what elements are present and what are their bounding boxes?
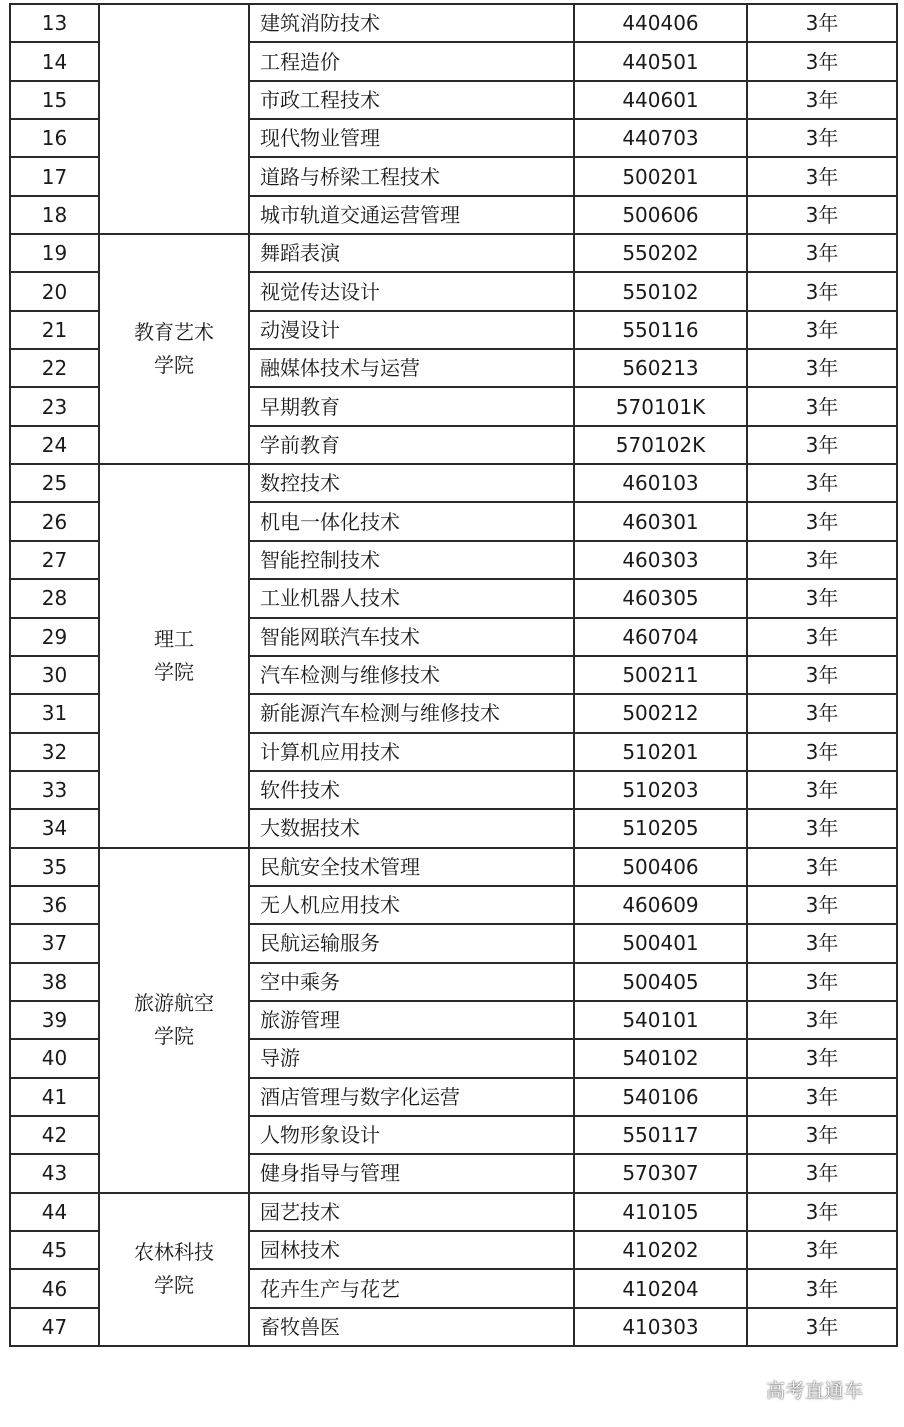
major-code: 540101 (574, 1001, 747, 1039)
major-name: 早期教育 (249, 387, 574, 425)
row-number: 38 (10, 963, 99, 1001)
watermark: 高考直通车 (766, 1380, 864, 1402)
college-cell (99, 234, 249, 464)
college-name-line: 学院 (154, 659, 194, 684)
major-code: 510201 (574, 733, 747, 771)
study-duration: 3年 (747, 196, 897, 234)
major-name: 动漫设计 (249, 311, 574, 349)
study-duration: 3年 (747, 272, 897, 310)
major-code: 410204 (574, 1269, 747, 1307)
study-duration: 3年 (747, 234, 897, 272)
study-duration: 3年 (747, 963, 897, 1001)
major-name: 舞蹈表演 (249, 234, 574, 272)
major-code: 570101K (574, 387, 747, 425)
major-code: 460103 (574, 464, 747, 502)
study-duration: 3年 (747, 119, 897, 157)
major-name: 人物形象设计 (249, 1116, 574, 1154)
college-cell (99, 848, 249, 1193)
major-name: 畜牧兽医 (249, 1308, 574, 1346)
row-number: 18 (10, 196, 99, 234)
study-duration: 3年 (747, 502, 897, 540)
major-name: 学前教育 (249, 426, 574, 464)
study-duration: 3年 (747, 426, 897, 464)
college-name-line: 学院 (154, 353, 194, 378)
row-number: 19 (10, 234, 99, 272)
major-name: 酒店管理与数字化运营 (249, 1078, 574, 1116)
row-number: 21 (10, 311, 99, 349)
major-code: 550202 (574, 234, 747, 272)
study-duration: 3年 (747, 1193, 897, 1231)
major-name: 城市轨道交通运营管理 (249, 196, 574, 234)
row-number: 32 (10, 733, 99, 771)
study-duration: 3年 (747, 349, 897, 387)
study-duration: 3年 (747, 464, 897, 502)
major-code: 440601 (574, 81, 747, 119)
major-code: 410105 (574, 1193, 747, 1231)
row-number: 26 (10, 502, 99, 540)
study-duration: 3年 (747, 541, 897, 579)
major-code: 460704 (574, 618, 747, 656)
study-duration: 3年 (747, 1039, 897, 1077)
study-duration: 3年 (747, 1269, 897, 1307)
major-name: 工业机器人技术 (249, 579, 574, 617)
major-name: 大数据技术 (249, 809, 574, 847)
major-name: 建筑消防技术 (249, 4, 574, 42)
major-name: 机电一体化技术 (249, 502, 574, 540)
major-code: 460301 (574, 502, 747, 540)
major-name: 导游 (249, 1039, 574, 1077)
study-duration: 3年 (747, 1231, 897, 1269)
major-name: 现代物业管理 (249, 119, 574, 157)
row-number: 47 (10, 1308, 99, 1346)
row-number: 24 (10, 426, 99, 464)
study-duration: 3年 (747, 579, 897, 617)
study-duration: 3年 (747, 81, 897, 119)
major-code: 500212 (574, 694, 747, 732)
major-name: 市政工程技术 (249, 81, 574, 119)
row-number: 28 (10, 579, 99, 617)
study-duration: 3年 (747, 694, 897, 732)
major-code: 500401 (574, 924, 747, 962)
major-name: 智能网联汽车技术 (249, 618, 574, 656)
major-code: 500211 (574, 656, 747, 694)
major-name: 健身指导与管理 (249, 1154, 574, 1192)
college-name-line: 学院 (154, 1024, 194, 1049)
row-number: 22 (10, 349, 99, 387)
row-number: 39 (10, 1001, 99, 1039)
study-duration: 3年 (747, 1308, 897, 1346)
major-code: 510203 (574, 771, 747, 809)
row-number: 40 (10, 1039, 99, 1077)
study-duration: 3年 (747, 656, 897, 694)
table-row (10, 4, 897, 42)
major-name: 计算机应用技术 (249, 733, 574, 771)
major-name: 道路与桥梁工程技术 (249, 157, 574, 195)
major-code: 410202 (574, 1231, 747, 1269)
row-number: 13 (10, 4, 99, 42)
study-duration: 3年 (747, 1116, 897, 1154)
major-name: 民航安全技术管理 (249, 848, 574, 886)
study-duration: 3年 (747, 618, 897, 656)
study-duration: 3年 (747, 809, 897, 847)
major-name: 园艺技术 (249, 1193, 574, 1231)
major-code: 510205 (574, 809, 747, 847)
college-name-line: 农林科技 (134, 1240, 214, 1265)
row-number: 14 (10, 42, 99, 80)
major-code: 500405 (574, 963, 747, 1001)
row-number: 42 (10, 1116, 99, 1154)
major-code: 460305 (574, 579, 747, 617)
major-name: 新能源汽车检测与维修技术 (249, 694, 574, 732)
major-code: 440703 (574, 119, 747, 157)
college-name-line: 旅游航空 (134, 991, 214, 1016)
major-name: 汽车检测与维修技术 (249, 656, 574, 694)
major-code: 570307 (574, 1154, 747, 1192)
major-name: 旅游管理 (249, 1001, 574, 1039)
row-number: 31 (10, 694, 99, 732)
table-row (10, 464, 897, 502)
major-code: 550116 (574, 311, 747, 349)
row-number: 34 (10, 809, 99, 847)
row-number: 15 (10, 81, 99, 119)
study-duration: 3年 (747, 771, 897, 809)
major-code: 550102 (574, 272, 747, 310)
study-duration: 3年 (747, 733, 897, 771)
major-name: 智能控制技术 (249, 541, 574, 579)
major-name: 花卉生产与花艺 (249, 1269, 574, 1307)
study-duration: 3年 (747, 1078, 897, 1116)
row-number: 46 (10, 1269, 99, 1307)
major-name: 空中乘务 (249, 963, 574, 1001)
row-number: 37 (10, 924, 99, 962)
study-duration: 3年 (747, 924, 897, 962)
row-number: 17 (10, 157, 99, 195)
row-number: 36 (10, 886, 99, 924)
college-name-line: 理工 (154, 626, 194, 651)
row-number: 20 (10, 272, 99, 310)
major-code: 540106 (574, 1078, 747, 1116)
major-name: 园林技术 (249, 1231, 574, 1269)
major-name: 视觉传达设计 (249, 272, 574, 310)
major-code: 410303 (574, 1308, 747, 1346)
college-cell (99, 1193, 249, 1346)
row-number: 29 (10, 618, 99, 656)
table-row (10, 234, 897, 272)
row-number: 44 (10, 1193, 99, 1231)
study-duration: 3年 (747, 311, 897, 349)
major-code: 540102 (574, 1039, 747, 1077)
major-name: 工程造价 (249, 42, 574, 80)
major-name: 数控技术 (249, 464, 574, 502)
study-duration: 3年 (747, 1001, 897, 1039)
study-duration: 3年 (747, 387, 897, 425)
major-code: 500406 (574, 848, 747, 886)
row-number: 41 (10, 1078, 99, 1116)
major-code: 440501 (574, 42, 747, 80)
row-number: 23 (10, 387, 99, 425)
row-number: 45 (10, 1231, 99, 1269)
majors-table-body (10, 4, 897, 1346)
college-name-line: 教育艺术 (134, 320, 214, 345)
major-code: 460609 (574, 886, 747, 924)
row-number: 30 (10, 656, 99, 694)
row-number: 35 (10, 848, 99, 886)
study-duration: 3年 (747, 157, 897, 195)
study-duration: 3年 (747, 4, 897, 42)
major-code: 500201 (574, 157, 747, 195)
major-code: 460303 (574, 541, 747, 579)
study-duration: 3年 (747, 886, 897, 924)
major-code: 560213 (574, 349, 747, 387)
majors-table (9, 3, 898, 1347)
row-number: 43 (10, 1154, 99, 1192)
major-name: 软件技术 (249, 771, 574, 809)
major-name: 民航运输服务 (249, 924, 574, 962)
row-number: 25 (10, 464, 99, 502)
college-name-line: 学院 (154, 1273, 194, 1298)
row-number: 33 (10, 771, 99, 809)
row-number: 16 (10, 119, 99, 157)
study-duration: 3年 (747, 848, 897, 886)
study-duration: 3年 (747, 1154, 897, 1192)
major-name: 无人机应用技术 (249, 886, 574, 924)
major-name: 融媒体技术与运营 (249, 349, 574, 387)
major-code: 500606 (574, 196, 747, 234)
college-cell (99, 4, 249, 234)
table-row (10, 1193, 897, 1231)
table-row (10, 848, 897, 886)
college-cell (99, 464, 249, 847)
row-number: 27 (10, 541, 99, 579)
major-code: 570102K (574, 426, 747, 464)
major-code: 440406 (574, 4, 747, 42)
study-duration: 3年 (747, 42, 897, 80)
major-code: 550117 (574, 1116, 747, 1154)
